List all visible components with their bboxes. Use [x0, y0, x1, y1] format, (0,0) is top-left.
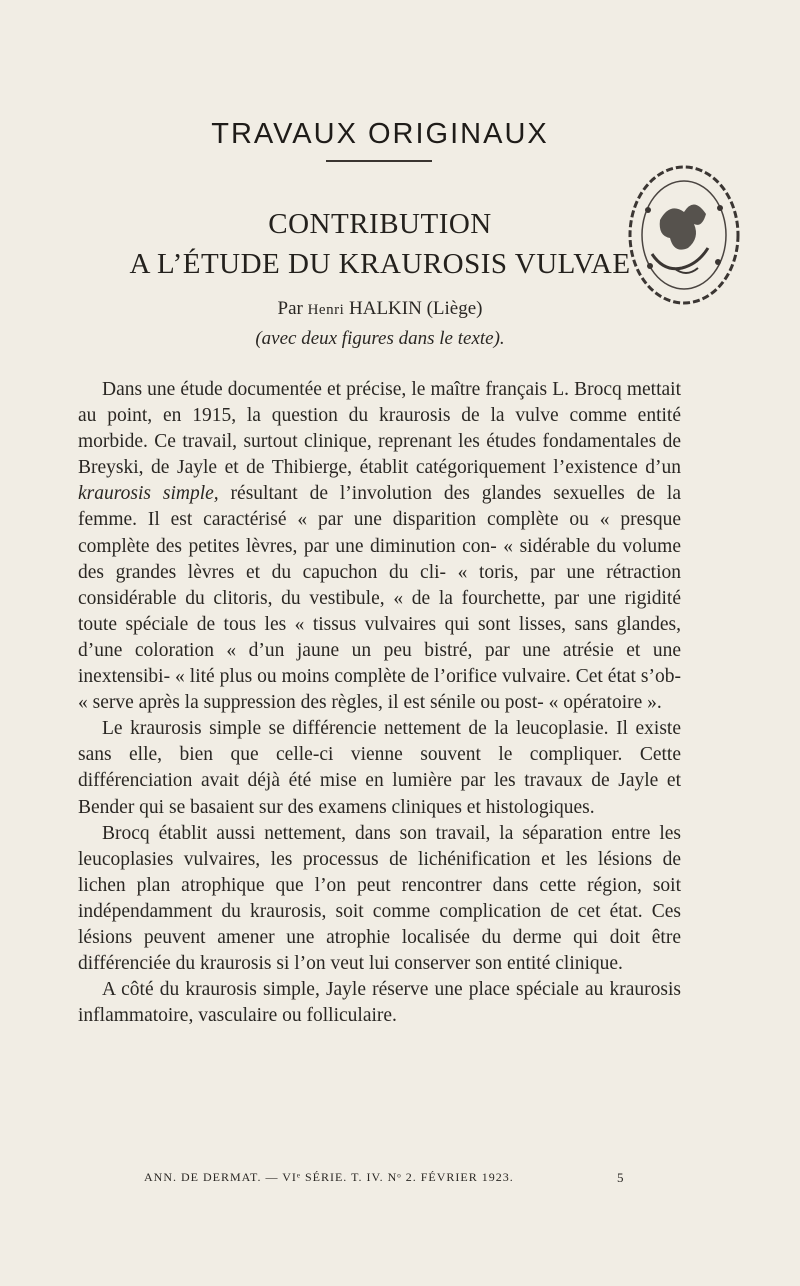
- section-title: TRAVAUX ORIGINAUX: [211, 118, 549, 150]
- journal-reference: ANN. DE DERMAT. — VIᵉ SÉRIE. T. IV. Nᵒ 2. FÉVRIER 1923.: [144, 1170, 514, 1184]
- paragraph-text: Dans une étude documentée et précise, le maître français L. Brocq mettait au point, en 1915, la question du kraurosis de la vulve comme entité morbide. Ce travail, surtout clinique, reprenant les études fondamentales de Breyski, de Jayle et de Thibierge, établit catégoriquement l’existence d’un: [78, 379, 681, 479]
- author-first-name: Henri: [307, 302, 345, 318]
- page-number: 5: [617, 1170, 625, 1185]
- byline-prefix: Par: [277, 298, 308, 319]
- title-divider: [326, 160, 432, 162]
- library-seal-icon: [622, 150, 746, 320]
- author-last-name: HALKIN (Liège): [344, 298, 483, 319]
- emphasized-term: kraurosis simple,: [78, 483, 219, 505]
- article-subtitle: (avec deux figures dans le texte).: [255, 328, 505, 349]
- article-body: [78, 377, 681, 1029]
- article-title-line-2: A L’ÉTUDE DU KRAUROSIS VULVAE: [129, 248, 631, 280]
- body-paragraph: Le kraurosis simple se différencie nettement de la leucoplasie. Il existe sans elle, bien que celle-ci vienne souvent le compliquer. Cette différenciation avait déjà été mise en lumière par les travaux de Jayle et Bender qui se basaient sur des examens cliniques et histologiques.: [78, 718, 681, 818]
- body-paragraph: A côté du kraurosis simple, Jayle réserve une place spéciale au kraurosis inflammatoire, vasculaire ou folliculaire.: [78, 979, 681, 1027]
- article-title-line-1: CONTRIBUTION: [268, 208, 492, 240]
- body-paragraph: [78, 377, 681, 716]
- paragraph-text: résultant de l’involution des glandes sexuelles de la femme. Il est caractérisé « par une disparition complète ou « presque complète des petites lèvres, par une diminution con- « sidérable du volume des grandes lèvres et du capuchon du cli- « toris, par une rétraction considérable du clitoris, du vestibule, « de la fourchette, par une rigidité toute spéciale de tous les « tissus vulvaires qui sont lisses, sans glandes, d’une coloration « d’un jaune un peu bistré, par une atrésie et une inextensibi- « lité plus ou moins complète de l’orifice vulvaire. Cet état s’ob- « serve après la suppression des règles, il est sénile ou post- « opératoire ».: [78, 483, 681, 714]
- body-paragraph: Brocq établit aussi nettement, dans son travail, la séparation entre les leucoplasies vulvaires, les processus de lichénification et les lésions de lichen plan atrophique que l’on peut rencontrer dans cette région, soit indépendamment du kraurosis, soit comme complication de cet état. Ces lésions peuvent amener une atrophie localisée du derme qui doit être différenciée du kraurosis si l’on veut lui conserver son entité clinique.: [78, 822, 681, 975]
